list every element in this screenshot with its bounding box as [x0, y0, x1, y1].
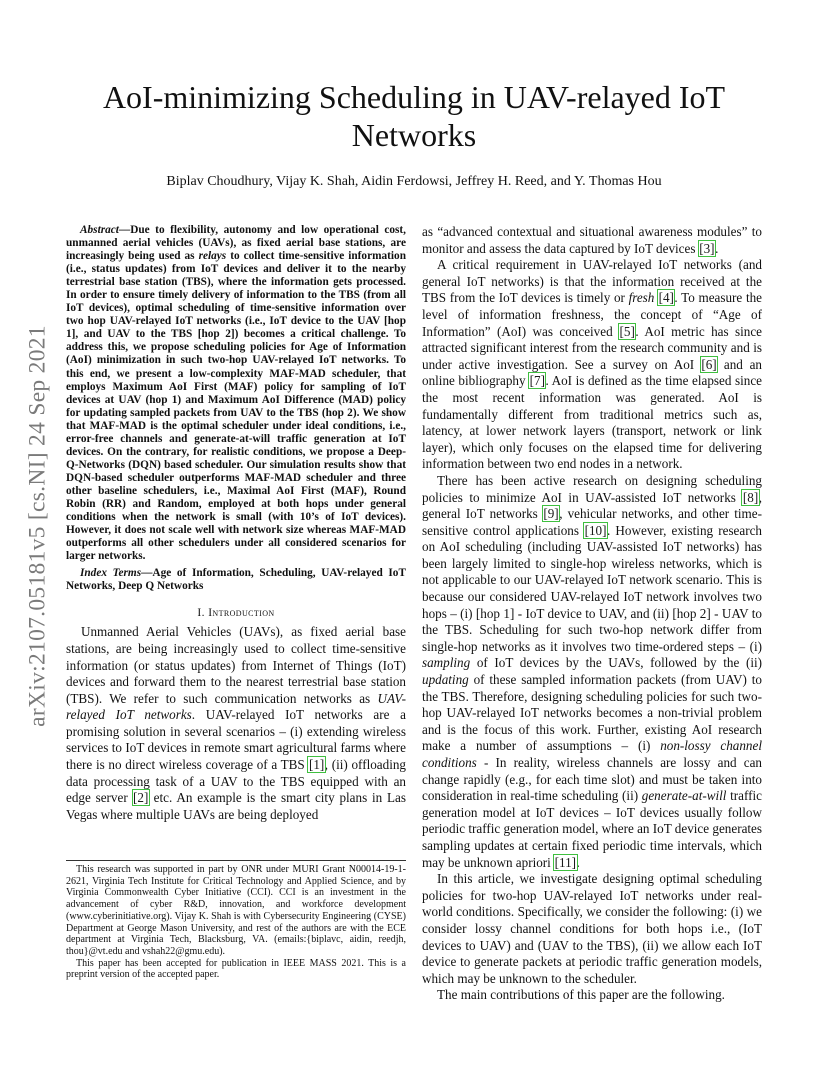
paper-title: AoI-minimizing Scheduling in UAV-relayed IoT Networks — [102, 79, 726, 153]
text: and an online bibliography — [422, 356, 762, 389]
intro-paragraph-3 — [422, 473, 762, 871]
section-title: Introduction — [208, 607, 275, 620]
footnotes — [66, 860, 406, 981]
arxiv-watermark — [18, 296, 58, 756]
citation-link[interactable]: [2] — [133, 790, 149, 806]
text: as “advanced contextual and situational awareness modules” to monitor and assess the data captured by IoT devices — [422, 224, 762, 256]
index-terms — [66, 567, 406, 593]
abstract-relays: relays — [198, 250, 227, 263]
citation-link[interactable]: [9] — [543, 506, 559, 522]
emphasis: non-lossy channel conditions — [422, 738, 762, 770]
citation-link[interactable]: [5] — [619, 323, 635, 339]
right-column — [422, 224, 762, 1004]
intro-paragraph-2 — [422, 257, 762, 473]
text: . — [576, 854, 580, 870]
text: - In reality, wireless channels are lossy and can change rapidly (e.g., for each time slot) and must be taken into consideration in real-time scheduling (ii) — [422, 755, 762, 804]
intro-paragraph-cont — [422, 224, 762, 257]
text: Unmanned Aerial Vehicles (UAVs), as fixed aerial base stations, are being increasingly used to collect time-sensitive information (or status updates) from Internet of Things (IoT) devices and forward them to the nearest terrestrial base station (TBS). We refer to such communication networks as — [66, 624, 406, 706]
citation-link[interactable]: [11] — [554, 854, 577, 870]
text: . However, existing research on AoI scheduling (including UAV-assisted IoT networks) has been largely limited to single-hop wireless networks, which is not applicable to our UAV-relayed IoT network scenario. This is because our considered UAV-relayed IoT network involves two hops – (i) [hop 1] - IoT device to UAV, and (ii) [hop 2] - UAV to the TBS. Scheduling for such two-hop network differ from single-hop networks as it involves two time-ordered steps – (i) — [422, 522, 762, 654]
text: . AoI is defined as the time elapsed since the most recent information was generated. AoI is fundamentally different from traditional metrics such as, latency, at lower network layers (transport, network or link layer), which only focuses on the elapsed time for delivering information between two end nodes in a network. — [422, 373, 762, 472]
abstract — [66, 224, 406, 563]
citation-link[interactable]: [3] — [699, 240, 715, 256]
text: , (ii) offloading data processing task of a UAV to the TBS equipped with an edge server — [66, 757, 406, 806]
emphasis: fresh — [628, 290, 655, 306]
citation-link[interactable]: [6] — [701, 356, 717, 372]
intro-paragraph-1 — [66, 624, 406, 823]
text: etc. An example is the smart city plans in Las Vegas where multiple UAVs are being deployed — [66, 790, 407, 822]
intro-paragraph-4: In this article, we investigate designing optimal scheduling policies for two-hop UAV-relayed IoT networks under real-world conditions. Specifically, we consider the following: (i) we consider lossy channel conditions for both hops i.e., (IoT devices to UAV) and (UAV to the TBS), (ii) we allow each IoT device to generate packets at periodic traffic generation models, which may be unknown to the scheduler. — [422, 871, 762, 986]
text: A critical requirement in UAV-relayed IoT networks (and general IoT networks) is that the information received at the TBS from the IoT devices is timely or — [422, 257, 762, 306]
index-terms-label: Index Terms — [80, 567, 142, 580]
citation-link[interactable]: [8] — [742, 489, 759, 505]
section-heading-introduction — [66, 607, 406, 619]
text: . UAV-relayed IoT networks are a promising solution in several scenarios – (i) extending wireless services to IoT devices in remote smart agricultural farms where there is no direct wireless coverage of a TBS — [66, 707, 406, 773]
citation-link[interactable]: [1] — [308, 757, 325, 773]
footnote-publication: This paper has been accepted for publication in IEEE MASS 2021. This is a preprint version of the accepted paper. — [66, 957, 406, 981]
abstract-text-cont: to collect time-sensitive information (i.e., status updates) from IoT devices and deliver it to the nearby terrestrial base station (TBS), where the information gets processed. In order to ensure timely delivery of information to the TBS (from all IoT devices), optimal scheduling of time-sensitive information over two hop UAV-relayed IoT networks (i.e., IoT device to the UAV [hop 1], and UAV to the TBS [hop 2]) becomes a critical challenge. To address this, we propose scheduling policies for Age of Information (AoI) minimization in such two-hop UAV-relayed IoT networks. To this end, we present a low-complexity MAF-MAD scheduler, that employs Maximum AoI First (MAF) policy for sampling of IoT devices at UAV (hop 1) and Maximum AoI Difference (MAD) policy for updating sampled packets from UAV to the TBS (hop 2). We show that MAF-MAD is the optimal scheduler under ideal conditions, i.e., error-free channels and generate-at-will traffic generation at IoT devices. On the contrary, for realistic conditions, we propose a Deep-Q-Networks (DQN) based scheduler. Our simulation results show that DQN-based scheduler outperforms MAF-MAD scheduler and three other baseline schedulers, i.e., Maximal AoI First (MAF), Round Robin (RR) and Random, employed at both hops under general conditions when the network is small (with 10’s of IoT devices). However, it does not scale well with network size whereas MAF-MAD outperforms all other schedulers under all considered scenarios for larger networks. — [66, 250, 406, 563]
abstract-text: —Due to flexibility, autonomy and low operational cost, unmanned aerial vehicles (UAVs), as fixed aerial base stations, are increasingly being used as — [66, 224, 406, 263]
arxiv-id[interactable]: arXiv:2107.05181v5 [cs.NI] 24 Sep 2021 — [24, 325, 51, 727]
intro-paragraph-5: The main contributions of this paper are the following. — [437, 987, 725, 1003]
text: traffic generation model at IoT devices – IoT devices usually follow periodic traffic generation model, where an IoT device generates sampling updates at certain fixed periodic time intervals, which may be unknown apriori — [422, 788, 762, 870]
text: of IoT devices by the UAVs, followed by the (ii) — [470, 655, 762, 671]
emphasis: UAV-relayed IoT networks — [66, 690, 406, 723]
text: There has been active research on designing scheduling policies to minimize AoI in UAV-assisted IoT networks — [422, 472, 762, 505]
citation-link[interactable]: [7] — [529, 373, 545, 389]
text: , general IoT networks — [422, 489, 762, 522]
text: of these sampled information packets (from UAV) to the TBS. Therefore, designing scheduling policies for such two-hop UAV-relayed IoT networks becomes a non-trivial problem and is the focus of this work. Further, existing AoI research make a number of assumptions – (i) — [422, 672, 762, 754]
author-list: Biplav Choudhury, Vijay K. Shah, Aidin Ferdowsi, Jeffrey H. Reed, and Y. Thomas Hou — [166, 174, 662, 189]
text: , vehicular networks, and other time-sensitive control applications — [422, 506, 762, 538]
footnote-funding: This research was supported in part by ONR under MURI Grant N00014-19-1-2621, Virginia Tech Institute for Critical Technology and Applied Science, and by Virginia Commonwealth Cyber Initiative (CCI). CCI is an investment in the advancement of cyber R&D, innovation, and workforce development (www.cyberinitiative.org). Vijay K. Shah is with Cybersecurity Engineering (CYSE) Department at George Mason University, and rest of the authors are with the ECE department at Virginia Tech, Blacksburg, VA. (emails:{biplavc, aidin, reedjh, thou}@vt.edu and vshah22@gmu.edu). — [66, 864, 406, 957]
left-column — [66, 224, 406, 823]
emphasis: sampling — [422, 655, 471, 671]
text: . AoI metric has since attracted significant interest from the research community and is under active investigation. See a survey on AoI — [422, 323, 763, 372]
citation-link[interactable]: [4] — [658, 290, 674, 306]
index-terms-text: —Age of Information, Scheduling, UAV-relayed IoT Networks, Deep Q Networks — [66, 567, 406, 593]
emphasis: generate-at-will — [641, 788, 727, 804]
text: . — [715, 240, 719, 256]
text: . To measure the level of information freshness, the concept of “Age of Information” (AoI) was conceived — [422, 290, 762, 339]
abstract-label: Abstract — [80, 224, 119, 236]
section-number: I. — [197, 607, 205, 620]
citation-link[interactable]: [10] — [584, 522, 607, 538]
emphasis: updating — [422, 672, 469, 688]
